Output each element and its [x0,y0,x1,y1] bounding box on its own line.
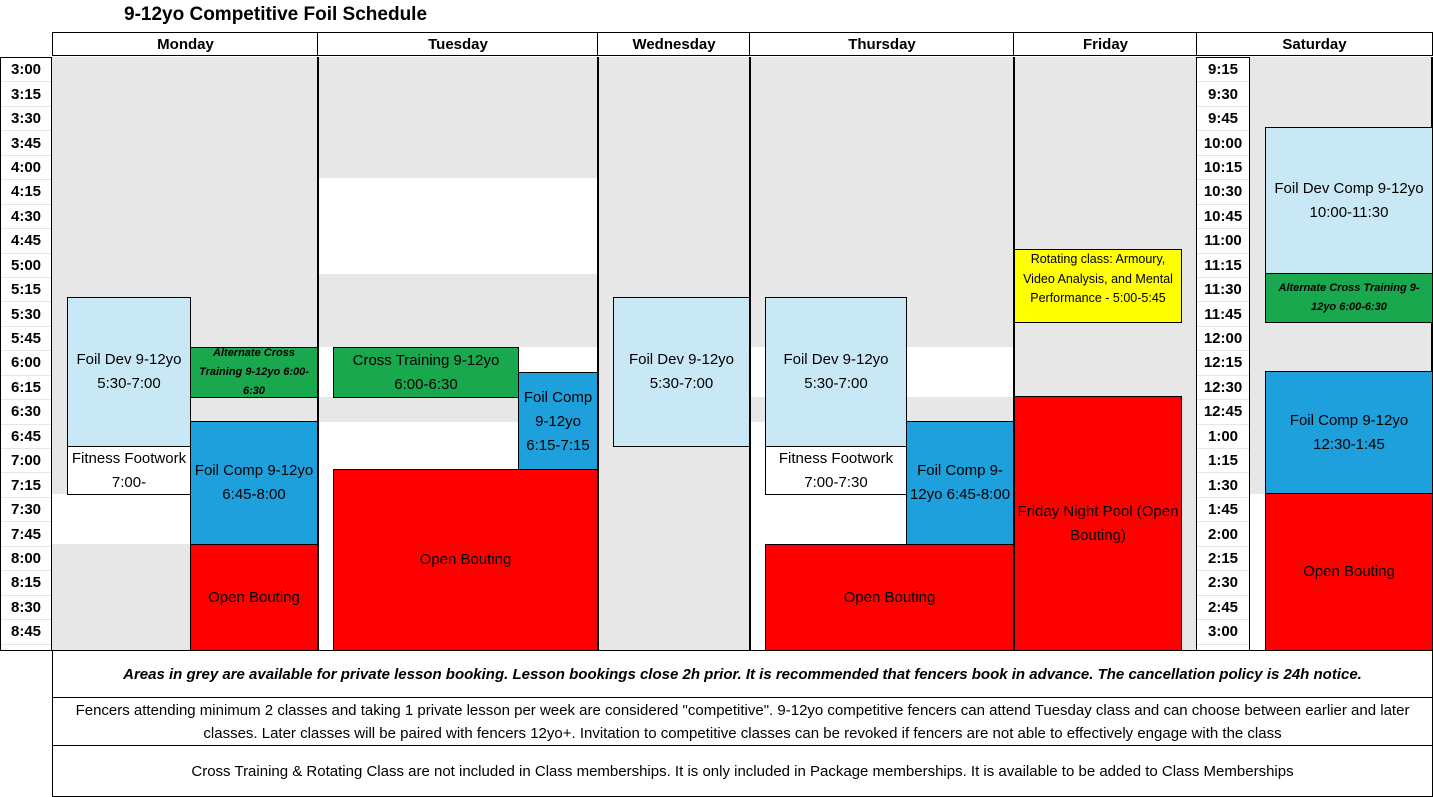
time-label: 7:45 [1,522,51,546]
time-label: 11:45 [1197,302,1249,326]
time-label: 8:15 [1,571,51,595]
time-label: 4:15 [1,180,51,204]
time-column-saturday [1196,57,1250,651]
time-label: 9:15 [1197,58,1249,82]
time-label: 3:15 [1,82,51,106]
time-label: 3:30 [1,107,51,131]
day-header-tuesday: Tuesday [317,32,599,56]
time-label: 5:45 [1,327,51,351]
time-label: 10:30 [1197,180,1249,204]
day-header-monday: Monday [52,32,319,56]
time-label: 5:00 [1,254,51,278]
monday-available-area-late [52,544,192,650]
class-block: Open Bouting [333,469,598,651]
time-label: 8:45 [1,620,51,644]
class-block: Alternate Cross Training 9-12yo 6:00-6:30 [1265,273,1433,323]
time-label: 12:15 [1197,351,1249,375]
day-header-wednesday: Wednesday [597,32,751,56]
class-block: Foil Dev 9-12yo 5:30-7:00 [765,297,907,447]
class-block: Fitness Footwork 7:00-7:30 [765,446,907,495]
time-label: 2:00 [1197,522,1249,546]
time-label: 4:00 [1,156,51,180]
time-label: 2:30 [1197,571,1249,595]
class-block: Foil Comp 9-12yo 6:15-7:15 [518,372,598,471]
time-label: 7:00 [1,449,51,473]
time-label: 2:45 [1197,596,1249,620]
class-block: Open Bouting [765,544,1014,651]
class-block: Cross Training 9-12yo 6:00-6:30 [333,347,519,398]
time-label: 3:00 [1197,620,1249,644]
time-label: 6:00 [1,351,51,375]
time-label: 12:45 [1197,400,1249,424]
time-label: 7:15 [1,473,51,497]
page-title: 9-12yo Competitive Foil Schedule [124,4,428,25]
time-label: 7:30 [1,498,51,522]
time-label: 6:30 [1,400,51,424]
grey-area-note: Areas in grey are available for private lesson booking. Lesson bookings close 2h prior. It is recommended that fencers book in advance. The cancellation policy is 24h notice. [52,650,1433,699]
class-block: Foil Dev Comp 9-12yo 10:00-11:30 [1265,127,1433,275]
time-label: 1:45 [1197,498,1249,522]
time-label: 6:15 [1,376,51,400]
time-label: 3:45 [1,131,51,155]
class-block: Foil Dev 9-12yo 5:30-7:00 [67,297,191,447]
time-label: 1:00 [1197,425,1249,449]
membership-note: Cross Training & Rotating Class are not included in Class memberships. It is only included in Package memberships. It is available to be added to Class Memberships [52,745,1433,797]
time-label: 4:30 [1,205,51,229]
time-label: 12:00 [1197,327,1249,351]
class-block: Open Bouting [1265,493,1433,651]
time-label: 8:30 [1,596,51,620]
time-label: 5:30 [1,302,51,326]
time-label: 4:45 [1,229,51,253]
time-label: 5:15 [1,278,51,302]
time-label: 10:15 [1197,156,1249,180]
time-label: 6:45 [1,425,51,449]
class-block: Fitness Footwork 7:00- [67,446,191,495]
time-label: 8:00 [1,547,51,571]
time-label: 11:15 [1197,254,1249,278]
class-block: Rotating class: Armoury, Video Analysis, and Mental Performance - 5:00-5:45 [1014,249,1182,323]
time-column-left [0,57,52,651]
class-block: Alternate Cross Training 9-12yo 6:00-6:30 [190,347,318,398]
class-block: Foil Comp 9-12yo 12:30-1:45 [1265,371,1433,495]
time-label: 2:15 [1197,547,1249,571]
time-label: 1:15 [1197,449,1249,473]
time-label: 11:00 [1197,229,1249,253]
tuesday-available-area-2 [318,274,598,347]
time-label: 9:30 [1197,82,1249,106]
class-block: Foil Comp 9-12yo 6:45-8:00 [906,421,1014,545]
class-block: Foil Dev 9-12yo 5:30-7:00 [613,297,750,447]
time-label: 3:00 [1,58,51,82]
tuesday-available-area [318,57,598,178]
day-header-thursday: Thursday [749,32,1015,56]
day-header-saturday: Saturday [1196,32,1433,56]
time-label: 9:45 [1197,107,1249,131]
time-label: 12:30 [1197,376,1249,400]
time-label: 11:30 [1197,278,1249,302]
class-block: Friday Night Pool (Open Bouting) [1014,396,1182,651]
time-label: 10:45 [1197,205,1249,229]
competitive-note: Fencers attending minimum 2 classes and taking 1 private lesson per week are considered "competitive". 9-12yo competitive fencers can attend Tuesday class and can choose between earlier and later classes. Later classes will be paired with fencers 12yo+. Invitation to competitive classes can be revoked if fencers are not able to effectively engage with the class [52,697,1433,747]
class-block: Foil Comp 9-12yo 6:45-8:00 [190,421,318,545]
day-header-friday: Friday [1013,32,1198,56]
time-label: 1:30 [1197,473,1249,497]
time-label: 10:00 [1197,131,1249,155]
class-block: Open Bouting [190,544,318,651]
